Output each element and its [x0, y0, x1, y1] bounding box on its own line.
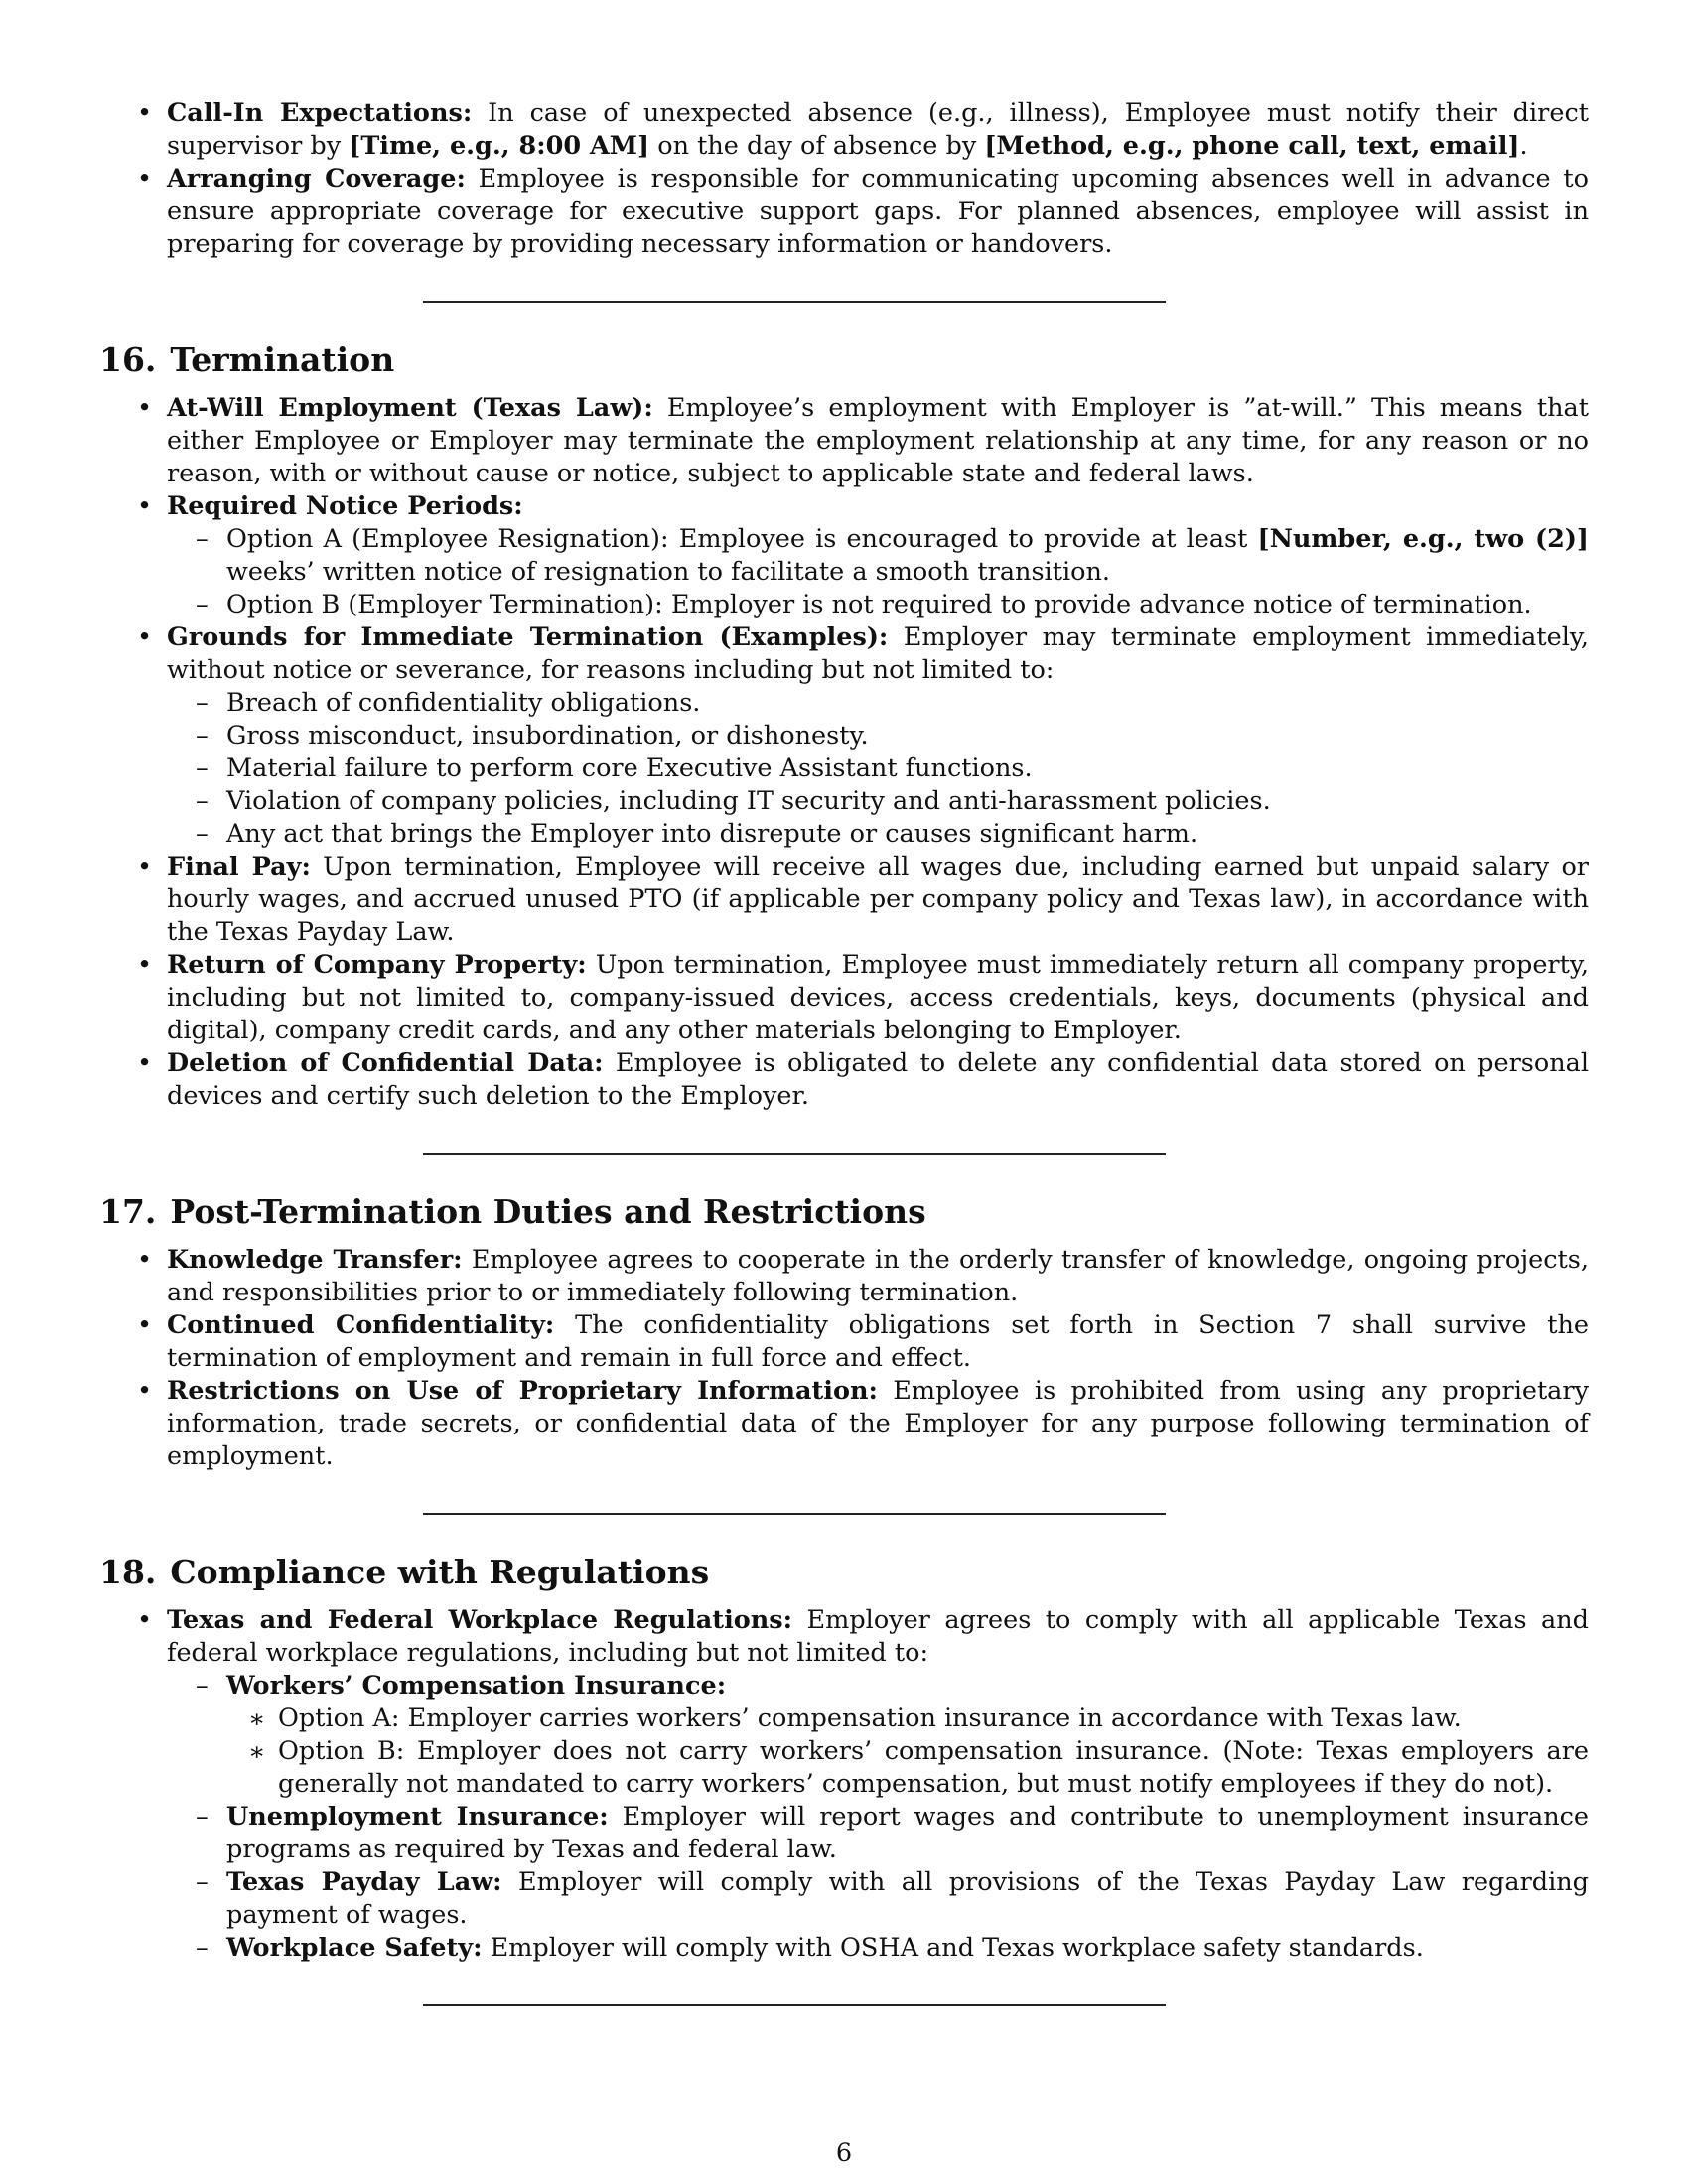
- item-text: on the day of absence by: [649, 131, 985, 161]
- item-label: Grounds for Immediate Termination (Examples):: [167, 622, 889, 652]
- list-item: [99, 1604, 1589, 1965]
- placeholder-method: [Method, e.g., phone call, text, email]: [984, 131, 1520, 161]
- item-label: Final Pay:: [167, 852, 311, 882]
- item-text: Employee is responsible for communicating upcoming absences well in advance to ensure appropriate coverage for executive support gaps. For planned absences, employee will assist in preparing for coverage by providing necessary information or handovers.: [167, 164, 1589, 259]
- item-text: weeks’ written notice of resignation to facilitate a smooth transition.: [226, 557, 1110, 587]
- absence-list: [99, 97, 1589, 261]
- grounds-sublist: [167, 687, 1589, 851]
- item-label: Workplace Safety:: [226, 1933, 483, 1963]
- item-text: Employee agrees to cooperate in the orderly transfer of knowledge, ongoing projects, and responsibilities prior to or immediately following termination.: [167, 1245, 1589, 1307]
- list-item: [99, 621, 1589, 851]
- item-text: Option A (Employee Resignation): Employee is encouraged to provide at least: [226, 524, 1258, 554]
- regulations-sublist: [167, 1670, 1589, 1965]
- item-text: Employer agrees to comply with all applicable Texas and federal workplace regulations, including but not limited to:: [167, 1605, 1589, 1668]
- section-heading-16: [99, 341, 1589, 380]
- section-divider: [423, 1513, 1166, 1515]
- item-label: Arranging Coverage:: [167, 164, 466, 194]
- section-number: 17.: [99, 1192, 157, 1231]
- item-label: Texas and Federal Workplace Regulations:: [167, 1605, 793, 1635]
- placeholder-time: [Time, e.g., 8:00 AM]: [349, 131, 650, 161]
- item-label: Workers’ Compensation Insurance:: [226, 1671, 727, 1701]
- sub-list-item: [167, 1932, 1589, 1965]
- post-termination-list: [99, 1244, 1589, 1473]
- sub-list-item: [167, 1801, 1589, 1866]
- item-label: Deletion of Confidential Data:: [167, 1048, 604, 1078]
- item-text: Employer will comply with OSHA and Texas workplace safety standards.: [482, 1933, 1424, 1963]
- sub-list-item: – Breach of confidentiality obligations.: [167, 687, 1589, 720]
- list-item: [99, 1047, 1589, 1113]
- compliance-list: [99, 1604, 1589, 1965]
- item-label: Restrictions on Use of Proprietary Information:: [167, 1376, 878, 1406]
- list-item: [99, 1244, 1589, 1309]
- item-label: Required Notice Periods:: [167, 491, 523, 521]
- sub-list-item: – Any act that brings the Employer into disrepute or causes significant harm.: [167, 818, 1589, 851]
- item-text: Upon termination, Employee must immediately return all company property, including but not limited to, company-issued devices, access credentials, keys, documents (physical and digital), company credit cards, and any other materials belonging to Employer.: [167, 950, 1589, 1045]
- item-text: Employee’s employment with Employer is ”at-will.” This means that either Employee or Employer may terminate the employment relationship at any time, for any reason or no reason, with or without cause or notice, subject to applicable state and federal laws.: [167, 393, 1589, 488]
- sub-list-item: – Option B (Employer Termination): Employer is not required to provide advance notice of termination.: [167, 589, 1589, 621]
- item-text: In case of unexpected absence (e.g., illness), Employee must notify their direct supervisor by: [167, 98, 1589, 161]
- item-label: Return of Company Property:: [167, 950, 587, 980]
- item-label: At-Will Employment (Texas Law):: [167, 393, 653, 423]
- list-item: [99, 851, 1589, 949]
- list-item: [99, 392, 1589, 490]
- item-label: Texas Payday Law:: [226, 1867, 502, 1897]
- section-title: Post-Termination Duties and Restrictions: [170, 1192, 926, 1231]
- sub-list-item: – Violation of company policies, including IT security and anti-harassment policies.: [167, 785, 1589, 818]
- item-text: .: [1519, 131, 1528, 161]
- item-text: The confidentiality obligations set forth in Section 7 shall survive the termination of employment and remain in full force and effect.: [167, 1310, 1590, 1373]
- section-heading-18: [99, 1553, 1589, 1592]
- list-item: [99, 949, 1589, 1047]
- page-number: 6: [835, 2138, 853, 2168]
- section-number: 18.: [99, 1553, 157, 1591]
- item-text: Employer may terminate employment immediately, without notice or severance, for reasons including but not limited to:: [167, 622, 1589, 685]
- item-label: Call-In Expectations:: [167, 98, 473, 128]
- page-content: [99, 97, 1589, 2044]
- list-item: [99, 163, 1589, 261]
- section-divider: [423, 1153, 1166, 1155]
- section-divider: [423, 301, 1166, 303]
- option-item: ∗ Option B: Employer does not carry workers’ compensation insurance. (Note: Texas employers are generally not mandated to carry workers’ compensation, but must notify employees if they do not).: [226, 1735, 1589, 1801]
- option-item: ∗ Option A: Employer carries workers’ compensation insurance in accordance with Texas law.: [226, 1703, 1589, 1735]
- item-label: Unemployment Insurance:: [226, 1802, 609, 1832]
- section-divider: [423, 2004, 1166, 2006]
- sub-list-item: – Gross misconduct, insubordination, or dishonesty.: [167, 720, 1589, 752]
- list-item: [99, 1375, 1589, 1473]
- list-item: [99, 1309, 1589, 1375]
- list-item: [99, 490, 1589, 621]
- sub-list-item: [167, 1866, 1589, 1932]
- workers-comp-options: [226, 1703, 1589, 1801]
- sub-list-item: – Material failure to perform core Executive Assistant functions.: [167, 752, 1589, 785]
- list-item: [99, 97, 1589, 163]
- item-label: Continued Confidentiality:: [167, 1310, 555, 1340]
- sub-list-item: [167, 1670, 1589, 1801]
- section-number: 16.: [99, 341, 157, 379]
- notice-sublist: [167, 523, 1589, 621]
- item-text: Upon termination, Employee will receive all wages due, including earned but unpaid salary or hourly wages, and accrued unused PTO (if applicable per company policy and Texas law), in accordance with the Texas Payday Law.: [167, 852, 1589, 947]
- placeholder-number: [Number, e.g., two (2)]: [1257, 524, 1589, 554]
- section-title: Compliance with Regulations: [170, 1553, 710, 1591]
- section-heading-17: [99, 1192, 1589, 1232]
- item-label: Knowledge Transfer:: [167, 1245, 463, 1275]
- item-text: Employee is prohibited from using any proprietary information, trade secrets, or confidential data of the Employer for any purpose following termination of employment.: [167, 1376, 1589, 1471]
- termination-list: [99, 392, 1589, 1113]
- item-text: Employer will report wages and contribute to unemployment insurance programs as required by Texas and federal law.: [226, 1802, 1589, 1864]
- section-title: Termination: [170, 341, 395, 379]
- sub-list-item: [167, 523, 1589, 589]
- item-text: Employer will comply with all provisions of the Texas Payday Law regarding payment of wages.: [226, 1867, 1589, 1930]
- item-text: Employee is obligated to delete any confidential data stored on personal devices and certify such deletion to the Employer.: [167, 1048, 1589, 1111]
